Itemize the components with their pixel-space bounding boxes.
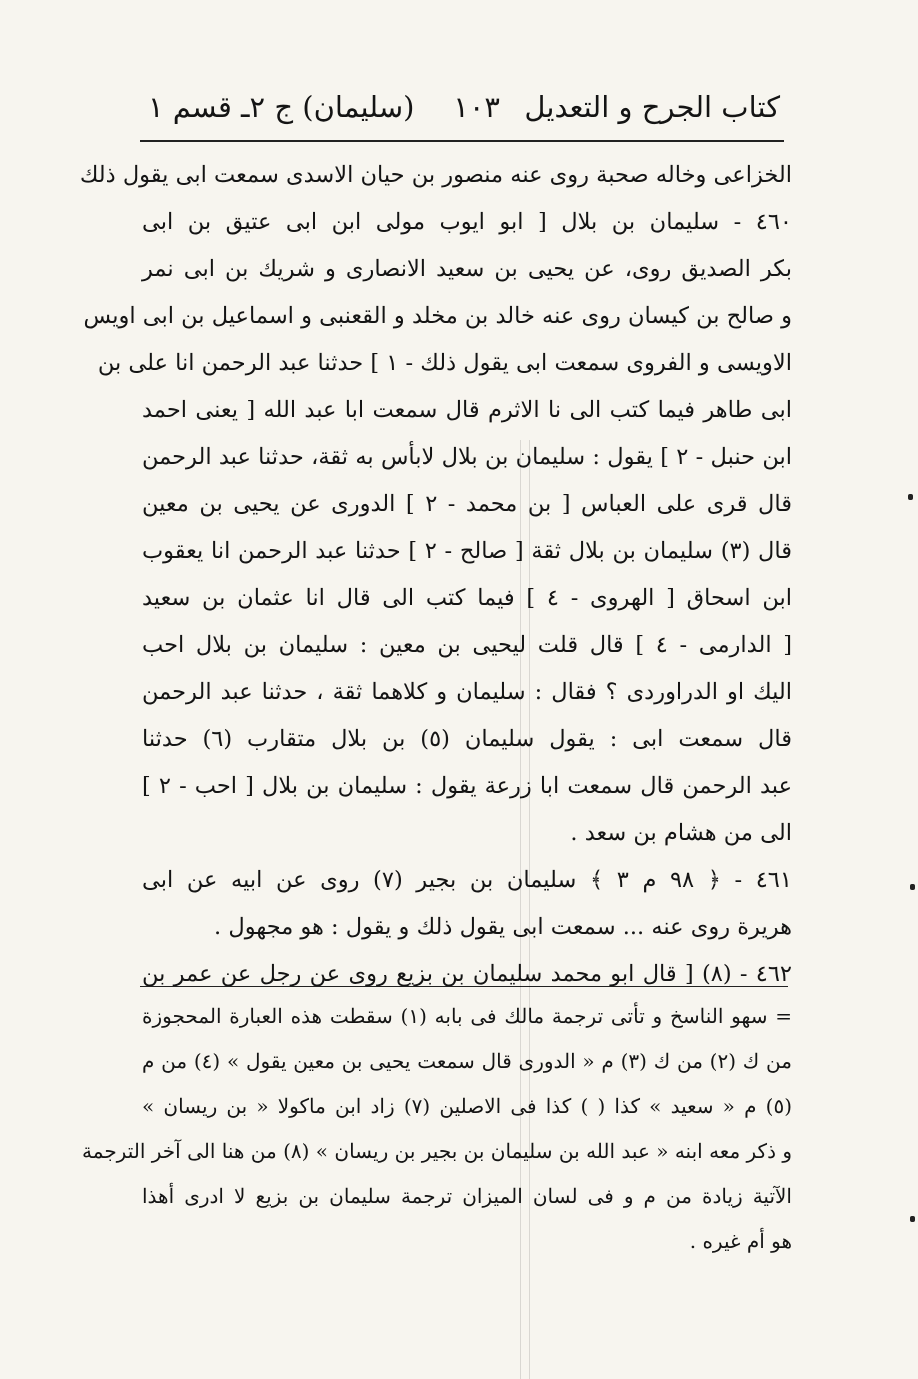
text-line: عبد الرحمن قال سمعت ابا زرعة يقول : سليمان بن بلال [ احب - ٢ ] (142, 773, 792, 799)
footnote-line: من ك (٢) من ك (٣) م « الدورى قال سمعت يحيى بن معين يقول » (٤) من م (142, 1049, 792, 1073)
text-line: قال (٣) سليمان بن بلال ثقة [ صالح - ٢ ] حدثنا عبد الرحمن انا يعقوب (142, 538, 792, 564)
volume-section: (سليمان) ج ٢ـ قسم ١ (148, 90, 415, 124)
text-line: ابن حنبل - ٢ ] يقول : سليمان بن بلال لابأس به ثقة، حدثنا عبد الرحمن (142, 444, 792, 470)
footnote-line: (٥) م « سعيد » كذا ( ) كذا فى الاصلين (٧) زاد ابن ماكولا « بن ريسان » (142, 1094, 792, 1118)
text-line: ٤٦١ - ﴿ ٩٨ م ٣ ﴾ سليمان بن بجير (٧) روى عن ابيه عن ابى (142, 867, 792, 893)
page-number: ١٠٣ (453, 90, 500, 124)
text-line: ٤٦٠ - سليمان بن بلال [ ابو ايوب مولى ابن ابى عتيق بن ابى (142, 209, 792, 235)
page-fold-crease (520, 440, 530, 1379)
main-text (79, 152, 792, 998)
text-line: الخزاعى وخاله صحبة روى عنه منصور بن حيان الاسدى سمعت ابى يقول ذلك (79, 162, 792, 188)
scan-speck (910, 1216, 915, 1222)
footnote-line: = سهو الناسخ و تأتى ترجمة مالك فى بابه (١) سقطت هذه العبارة المحجوزة (142, 1004, 792, 1028)
footnote-line: الآتية زيادة من م و فى لسان الميزان ترجمة سليمان بن بزيع لا ادرى أهذا (142, 1184, 792, 1208)
text-line: [ الدارمى - ٤ ] قال قلت ليحيى بن معين : سليمان بن بلال احب (142, 632, 792, 658)
footnotes (82, 994, 792, 1264)
footnote-line: و ذكر معه ابنه « عبد الله بن سليمان بن بجير بن ريسان » (٨) من هنا الى آخر الترجمة (82, 1139, 792, 1163)
text-line: هريرة روى عنه ... سمعت ابى يقول ذلك و يقول : هو مجهول . (214, 914, 792, 940)
text-line: ابى طاهر فيما كتب الى نا الاثرم قال سمعت ابا عبد الله [ يعنى احمد (142, 397, 792, 423)
text-line: ابن اسحاق [ الهروى - ٤ ] فيما كتب الى قال انا عثمان بن سعيد (142, 585, 792, 611)
text-line: قال قرى على العباس [ بن محمد - ٢ ] الدورى عن يحيى بن معين (142, 491, 792, 517)
text-line: بكر الصديق روى، عن يحيى بن سعيد الانصارى و شريك بن ابى نمر (142, 256, 792, 282)
text-line: الاويسى و الفروى سمعت ابى يقول ذلك - ١ ] حدثنا عبد الرحمن انا على بن (97, 350, 792, 376)
footnote-line: هو أم غيره . (689, 1229, 792, 1253)
scan-speck (908, 494, 913, 500)
text-line: ٤٦٢ - (٨) [ قال ابو محمد سليمان بن بزيع روى عن رجل عن عمر بن (142, 961, 792, 987)
header-rule (140, 140, 784, 142)
book-title: كتاب الجرح و التعديل (524, 90, 780, 124)
footnote-rule (140, 986, 788, 987)
text-line: الى من هشام بن سعد . (570, 820, 792, 846)
scan-speck (910, 884, 915, 890)
text-line: و صالح بن كيسان روى عنه خالد بن مخلد و القعنبى و اسماعيل بن ابى اويس (83, 303, 792, 329)
running-header (148, 82, 780, 132)
text-line: قال سمعت ابى : يقول سليمان (٥) بن بلال متقارب (٦) حدثنا (142, 726, 792, 752)
text-line: اليك او الدراوردى ؟ فقال : سليمان و كلاهما ثقة ، حدثنا عبد الرحمن (142, 679, 792, 705)
